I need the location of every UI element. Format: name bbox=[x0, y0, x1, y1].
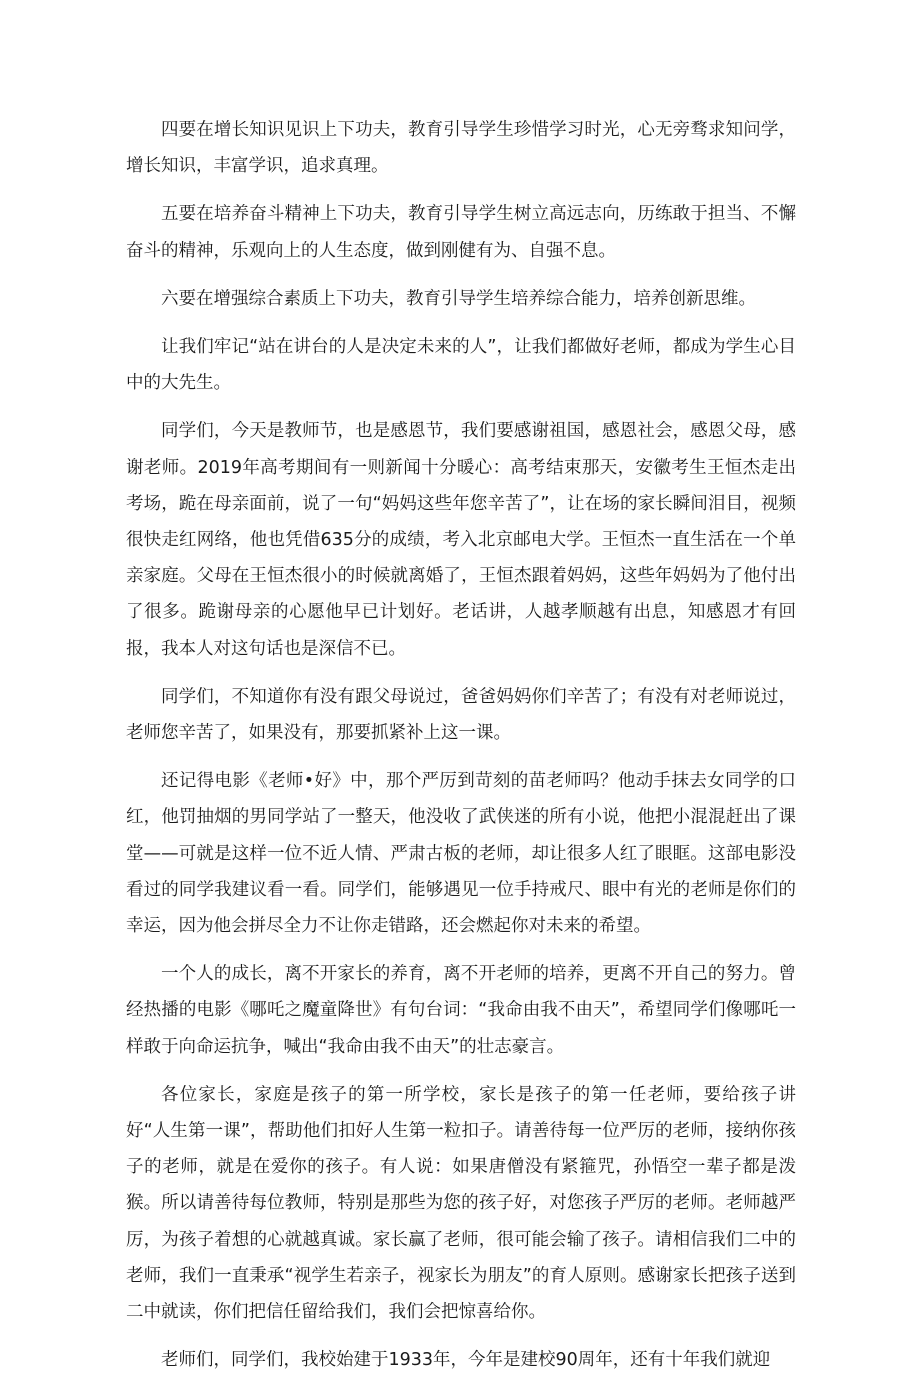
paragraph-thank-parents: 同学们，不知道你有没有跟父母说过，爸爸妈妈你们辛苦了；有没有对老师说过，老师您辛苦了，如果没有，那要抓紧补上这一课。 bbox=[126, 686, 796, 744]
paragraph-teachers-day-gratitude: 同学们，今天是教师节，也是感恩节，我们要感谢祖国，感恩社会，感恩父母，感谢老师。2019年高考期间有一则新闻十分暖心：高考结束那天，安徽考生王恒杰走出考场，跪在母亲面前，说了一句“妈妈这些年您辛苦了”，让在场的家长瞬间泪目，视频很快走红网络，他也凭借635分的成绩，考入北京邮电大学。王恒杰一直生活在一个单亲家庭。父母在王恒杰很小的时候就离婚了，王恒杰跟着妈妈，这些年妈妈为了他付出了很多。跪谢母亲的心愿他早已计划好。老话讲，人越孝顺越有出息，知感恩才有回报，我本人对这句话也是深信不已。 bbox=[126, 421, 796, 659]
paragraph-personal-growth: 一个人的成长，离不开家长的养育，离不开老师的培养，更离不开自己的努力。曾经热播的电影《哪吒之魔童降世》有句台词：“我命由我不由天”，希望同学们像哪吒一样敢于向命运抗争，喊出“我命由我不由天”的壮志豪言。 bbox=[126, 964, 796, 1057]
paragraph-school-history: 老师们，同学们，我校始建于1933年，今年是建校90周年，还有十年我们就迎 bbox=[161, 1350, 771, 1371]
paragraph-dear-parents: 各位家长，家庭是孩子的第一所学校，家长是孩子的第一任老师，要给孩子讲好“人生第一课”，帮助他们扣好人生第一粒扣子。请善待每一位严厉的老师，接纳你孩子的老师，就是在爱你的孩子。有人说：如果唐僧没有紧箍咒，孙悟空一辈子都是泼猴。所以请善待每位教师，特别是那些为您的孩子好，对您孩子严厉的老师。老师越严厉，为孩子着想的心就越真诚。家长赢了老师，很可能会输了孩子。请相信我们二中的老师，我们一直秉承“视学生若亲子，视家长为朋友”的育人原则。感谢家长把孩子送到二中就读，你们把信任留给我们，我们会把惊喜给你。 bbox=[126, 1084, 796, 1323]
paragraph-five-efforts-striving: 五要在培养奋斗精神上下功夫，教育引导学生树立高远志向，历练敢于担当、不懈奋斗的精神，乐观向上的人生态度，做到刚健有为、自强不息。 bbox=[126, 204, 796, 261]
paragraph-remember-podium: 让我们牢记“站在讲台的人是决定未来的人”，让我们都做好老师，都成为学生心目中的大先生。 bbox=[126, 337, 796, 394]
paragraph-movie-teacher: 还记得电影《老师•好》中，那个严厉到苛刻的苗老师吗？他动手抹去女同学的口红，他罚抽烟的男同学站了一整天，他没收了武侠迷的所有小说，他把小混混赶出了课堂——可就是这样一位不近人情、严肃古板的老师，却让很多人红了眼眶。这部电影没看过的同学我建议看一看。同学们，能够遇见一位手持戒尺、眼中有光的老师是你们的幸运，因为他会拼尽全力不让你走错路，还会燃起你对未来的希望。 bbox=[126, 771, 796, 937]
paragraph-six-efforts-quality: 六要在增强综合素质上下功夫，教育引导学生培养综合能力，培养创新思维。 bbox=[161, 288, 756, 309]
document-body bbox=[126, 112, 796, 1391]
paragraph-four-efforts-knowledge: 四要在增长知识见识上下功夫，教育引导学生珍惜学习时光，心无旁骛求知问学，增长知识，丰富学识，追求真理。 bbox=[126, 120, 796, 177]
